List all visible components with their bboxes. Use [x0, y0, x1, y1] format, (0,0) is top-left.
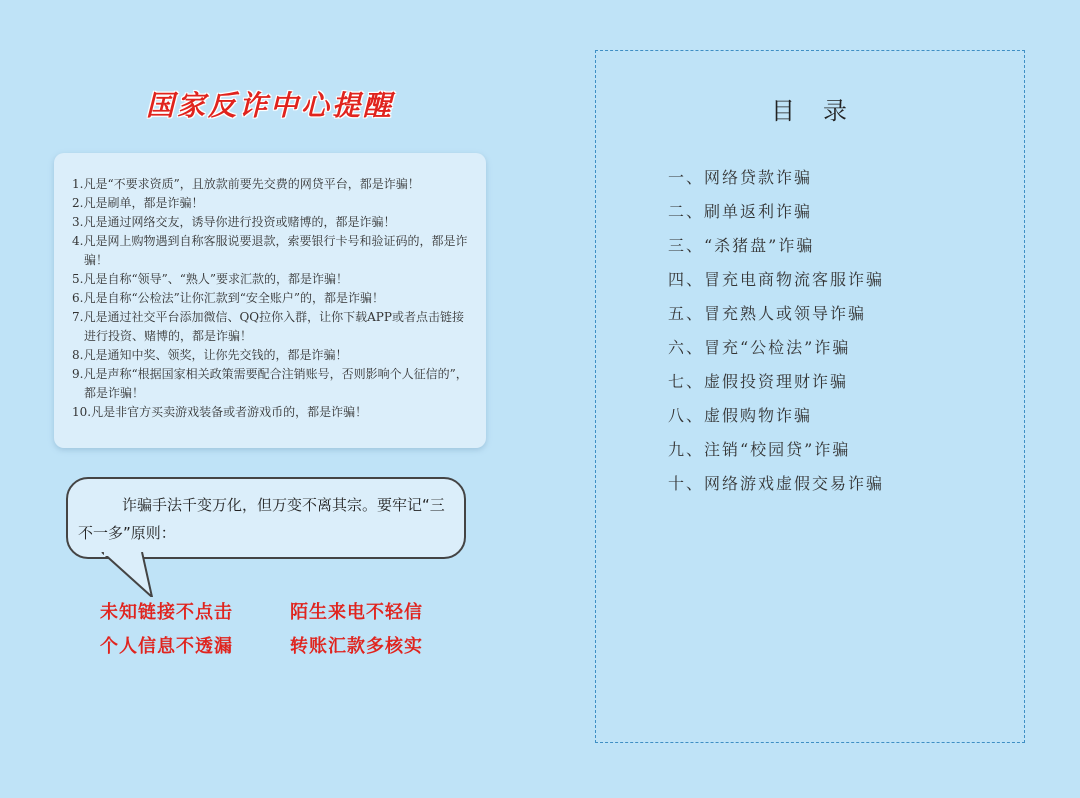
toc-item: 二、刷单返利诈骗 [668, 202, 813, 221]
toc-list [668, 161, 884, 501]
table-of-contents [595, 50, 1025, 743]
speech-bubble-tail [100, 552, 160, 597]
toc-item: 九、注销“校园贷”诈骗 [668, 440, 851, 459]
rule-item: 8.凡是通知中奖、领奖，让你先交钱的，都是诈骗！ [72, 348, 348, 362]
slogan: 陌生来电不轻信 [290, 602, 423, 623]
toc-item: 六、冒充“公检法”诈骗 [668, 338, 851, 357]
speech-bubble [66, 477, 466, 559]
rules-list [72, 175, 470, 422]
toc-item: 四、冒充电商物流客服诈骗 [668, 270, 885, 289]
rule-item: 10.凡是非官方买卖游戏装备或者游戏币的，都是诈骗！ [72, 405, 368, 419]
toc-item: 三、“杀猪盘”诈骗 [668, 236, 815, 255]
toc-item: 八、虚假购物诈骗 [668, 406, 813, 425]
rule-item: 6.凡是自称“公检法”让你汇款到“安全账户”的，都是诈骗！ [72, 291, 384, 305]
rule-item: 4.凡是网上购物遇到自称客服说要退款，索要银行卡号和验证码的，都是诈骗！ [72, 234, 468, 267]
rule-item: 9.凡是声称“根据国家相关政策需要配合注销账号，否则影响个人征信的”，都是诈骗！ [72, 367, 468, 400]
slogan: 个人信息不透漏 [100, 636, 233, 657]
bubble-text: 诈骗手法千变万化，但万变不离其宗。要牢记“三不一多”原则： [78, 496, 445, 542]
rule-item: 5.凡是自称“领导”、“熟人”要求汇款的，都是诈骗！ [72, 272, 348, 286]
toc-item: 五、冒充熟人或领导诈骗 [668, 304, 867, 323]
rule-item: 7.凡是通过社交平台添加微信、QQ拉你入群，让你下载APP或者点击链接进行投资、赌博的，都是诈骗！ [72, 310, 464, 343]
toc-item: 一、网络贷款诈骗 [668, 168, 813, 187]
slogan: 转账汇款多核实 [290, 636, 423, 657]
page-title: 国家反诈中心提醒 [145, 89, 394, 122]
toc-item: 十、网络游戏虚假交易诈骗 [668, 474, 885, 493]
toc-item: 七、虚假投资理财诈骗 [668, 372, 849, 391]
toc-title: 目 录 [771, 97, 849, 125]
rule-item: 1.凡是“不要求资质”，且放款前要先交费的网贷平台，都是诈骗！ [72, 177, 420, 191]
rules-card [54, 153, 486, 448]
rule-item: 2.凡是刷单，都是诈骗！ [72, 196, 204, 210]
slogans [100, 598, 460, 658]
slogan: 未知链接不点击 [100, 602, 233, 623]
rule-item: 3.凡是通过网络交友，诱导你进行投资或赌博的，都是诈骗！ [72, 215, 396, 229]
